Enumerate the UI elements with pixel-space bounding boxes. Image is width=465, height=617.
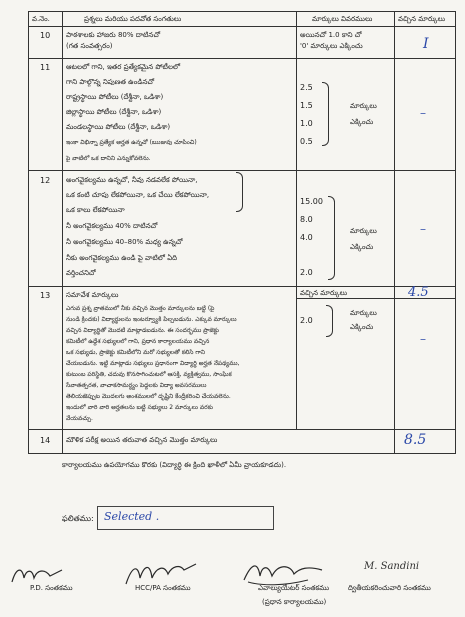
question-line: ఒక కంటి చూపు లేకపోయినా, ఒక చేయి లేకపోయినా, <box>66 191 210 199</box>
bracket <box>236 172 243 212</box>
hcc-signature-label: HCC/PA సంతకము <box>135 584 191 592</box>
marks-value: 2.0 <box>300 268 313 277</box>
header-bottom-border <box>28 26 456 27</box>
marks-value: 1.0 <box>300 119 313 128</box>
marks-note: మార్కులు <box>350 102 377 110</box>
row-number: 12 <box>40 176 51 185</box>
column-divider <box>394 11 395 454</box>
office-use-note: కార్యాలయము ఉపయోగము కొరకు (విద్యార్ధి ఈ క్రింది ఖాళీలో ఏమీ వ్రాయకూడదు). <box>62 461 287 469</box>
marks-value: 2.0 <box>300 316 313 325</box>
row-divider <box>28 429 456 430</box>
evaluator-signature-sublabel: (ప్రధాన కార్యాలయము) <box>262 598 327 606</box>
question-line: మౌళిక పరీక్ష అయిన తరువాత వచ్చిన మొత్తం మార్కులు <box>66 436 218 444</box>
question-line: పై వాటిలో ఒక దానిని ఎన్నుకోవలెను. <box>66 155 151 162</box>
header-question: ప్రశ్నలు మరియు పదవోత సంగతులు <box>84 15 182 23</box>
received-mark: – <box>420 106 426 120</box>
received-mark: 4.5 <box>408 285 429 300</box>
row-number: 10 <box>40 31 51 40</box>
column-divider <box>62 11 63 454</box>
question-line: (గత సంవత్సరం) <box>66 42 113 50</box>
row-divider <box>28 286 456 287</box>
question-line: పాఠశాలకు హాజరు 80% దాటినచో <box>66 31 161 39</box>
row-divider <box>28 170 456 171</box>
evaluator-signature-label: ఎవాల్యుయేటర్ సంతకము <box>258 584 329 592</box>
marks-note: మార్కులు <box>350 227 377 235</box>
marks-note: ఎక్కించు <box>350 323 374 331</box>
question-line: ఇందులో వారి వారి అర్హతలను బట్టి సభ్యులు 2 మార్కులు వరకు <box>66 404 213 411</box>
marks-note: ఎక్కించు <box>350 243 374 251</box>
question-line: నీకు అంగవైకల్యము ఉండి పై వాటిలో ఏది <box>66 254 178 262</box>
marks-detail-line: '0' మార్కులు ఎక్కించు <box>300 42 363 50</box>
question-line: నీ అంగవైకల్యము 40% దాటినచో <box>66 222 158 230</box>
question-line: ఎగువ ప్రశ్న వ్రాతములో నీకు వచ్చిన మొత్తం మార్కులను బట్టి (పై <box>66 305 215 312</box>
received-label-divider <box>296 298 456 299</box>
received-mark: – <box>420 222 426 236</box>
marks-value: 2.5 <box>300 83 313 92</box>
bracket <box>326 305 333 337</box>
row-number: 14 <box>40 436 51 445</box>
question-line: మండలస్థాయి పోటీలు (దేశ్టీనా, ఒడిశా) <box>66 123 171 131</box>
column-divider <box>296 11 297 430</box>
header-marks-detail: మార్కులు వివరములు <box>312 15 373 23</box>
second-signatory-name: M. Sandini <box>364 561 420 572</box>
result-label: ఫలితము: <box>62 514 94 523</box>
row-number: 13 <box>40 291 51 300</box>
question-line: తెలియజెప్పుట మొదలగు అంశములలో దృష్టిని కేంద్రీకరించి చేయవలెను. <box>66 393 231 400</box>
row-divider <box>28 58 456 59</box>
header-sno: వ.నెం. <box>32 15 50 23</box>
marks-value: 4.0 <box>300 233 313 242</box>
marks-value: 15.00 <box>300 197 323 206</box>
question-line: జిల్లాస్థాయి పోటీలు (దేశ్టీనా, ఒడిశా) <box>66 108 162 116</box>
marks-note: మార్కులు <box>350 309 377 317</box>
question-line: నుండి క్రిందకు) విద్యార్థులను ఇంటర్వ్యూకి పిల్చబడును. ఎక్కువ మార్కులు <box>66 316 237 323</box>
marks-value: 8.0 <box>300 215 313 224</box>
table-left-border <box>28 11 29 454</box>
question-line: సేవాతత్పరత, వాచాకసామర్ధ్యం పెద్దలకు విద్యా అవసరములు <box>66 382 207 389</box>
received-mark: I <box>423 36 429 52</box>
question-line: చేయబడును. ఇట్టి మాట్లాడు సభ్యులు ప్రధానంగా విద్యార్థి అర్హత నేపథ్యము, <box>66 360 240 367</box>
bracket <box>322 82 329 146</box>
question-line: వచ్చిన విద్యార్థితో మొదటి మాట్లాడబడును. ఈ సందర్భము ప్రాజెక్టు <box>66 327 219 334</box>
question-title: సమావేశ మార్కులు <box>66 291 119 299</box>
received-mark: – <box>420 332 426 346</box>
marks-value: 1.5 <box>300 101 313 110</box>
question-line: ఒక కాలు లేకపోయినా <box>66 206 125 214</box>
question-line: కుటుంబ పరిస్థితి, చదువు కొనసాగించుటలో ఆసక్తి, వ్యక్తిత్వము, సాంఘిక <box>66 371 232 378</box>
question-line: వర్తించనిచో <box>66 269 96 277</box>
header-marks-received: వచ్చిన మార్కులు <box>398 15 446 23</box>
question-line: నీ అంగవైకల్యము 40–80% మధ్య ఉన్నచో <box>66 238 183 246</box>
bracket <box>328 196 335 280</box>
table-bottom-border <box>28 453 456 454</box>
row-number: 11 <box>40 63 51 72</box>
question-line: రాష్ట్రస్థాయి పోటీలు (దేశ్టీనా, ఒడిశా) <box>66 93 164 101</box>
table-right-border <box>455 11 456 454</box>
question-line: ఆటలలో గాని, ఇతర ప్రత్యేకమైన పోటీలలో <box>66 63 181 71</box>
marks-detail-line: అయినచో 1.0 కాని చో <box>300 31 362 39</box>
pd-signature-label: P.D. సంతకము <box>30 584 73 592</box>
question-line: అంగవైకల్యము ఉన్నచో, నీవు నడవలేక పోయినా, <box>66 176 198 184</box>
received-marks-label: వచ్చిన మార్కులు <box>300 289 348 297</box>
marks-value: 0.5 <box>300 137 313 146</box>
question-line: వేయవచ్చు. <box>66 415 93 422</box>
question-line: ఒక సభ్యుడు, ప్రాజెక్టు కమిటీలోని మరో సభ్యులతో కలిసి గాని <box>66 349 205 356</box>
question-line: గాని పాల్గొన్న నిపుణత ఉండినచో <box>66 78 155 86</box>
question-line: కమిటీలో ఉద్దేశ సభ్యులలో గాని, ప్రధాన కార్యాలయము వచ్చిన <box>66 338 210 345</box>
question-line: ఇంకా విభిన్నా ప్రత్యేక అర్హత ఉన్నచో (ఋజువు చూపించి) <box>66 139 197 146</box>
table-top-border <box>28 11 456 12</box>
marks-note: ఎక్కించు <box>350 118 374 126</box>
result-value: Selected . <box>104 510 160 523</box>
second-signature-label: ద్వితీయకరించువారి సంతకము <box>348 584 431 592</box>
received-mark: 8.5 <box>404 432 427 448</box>
